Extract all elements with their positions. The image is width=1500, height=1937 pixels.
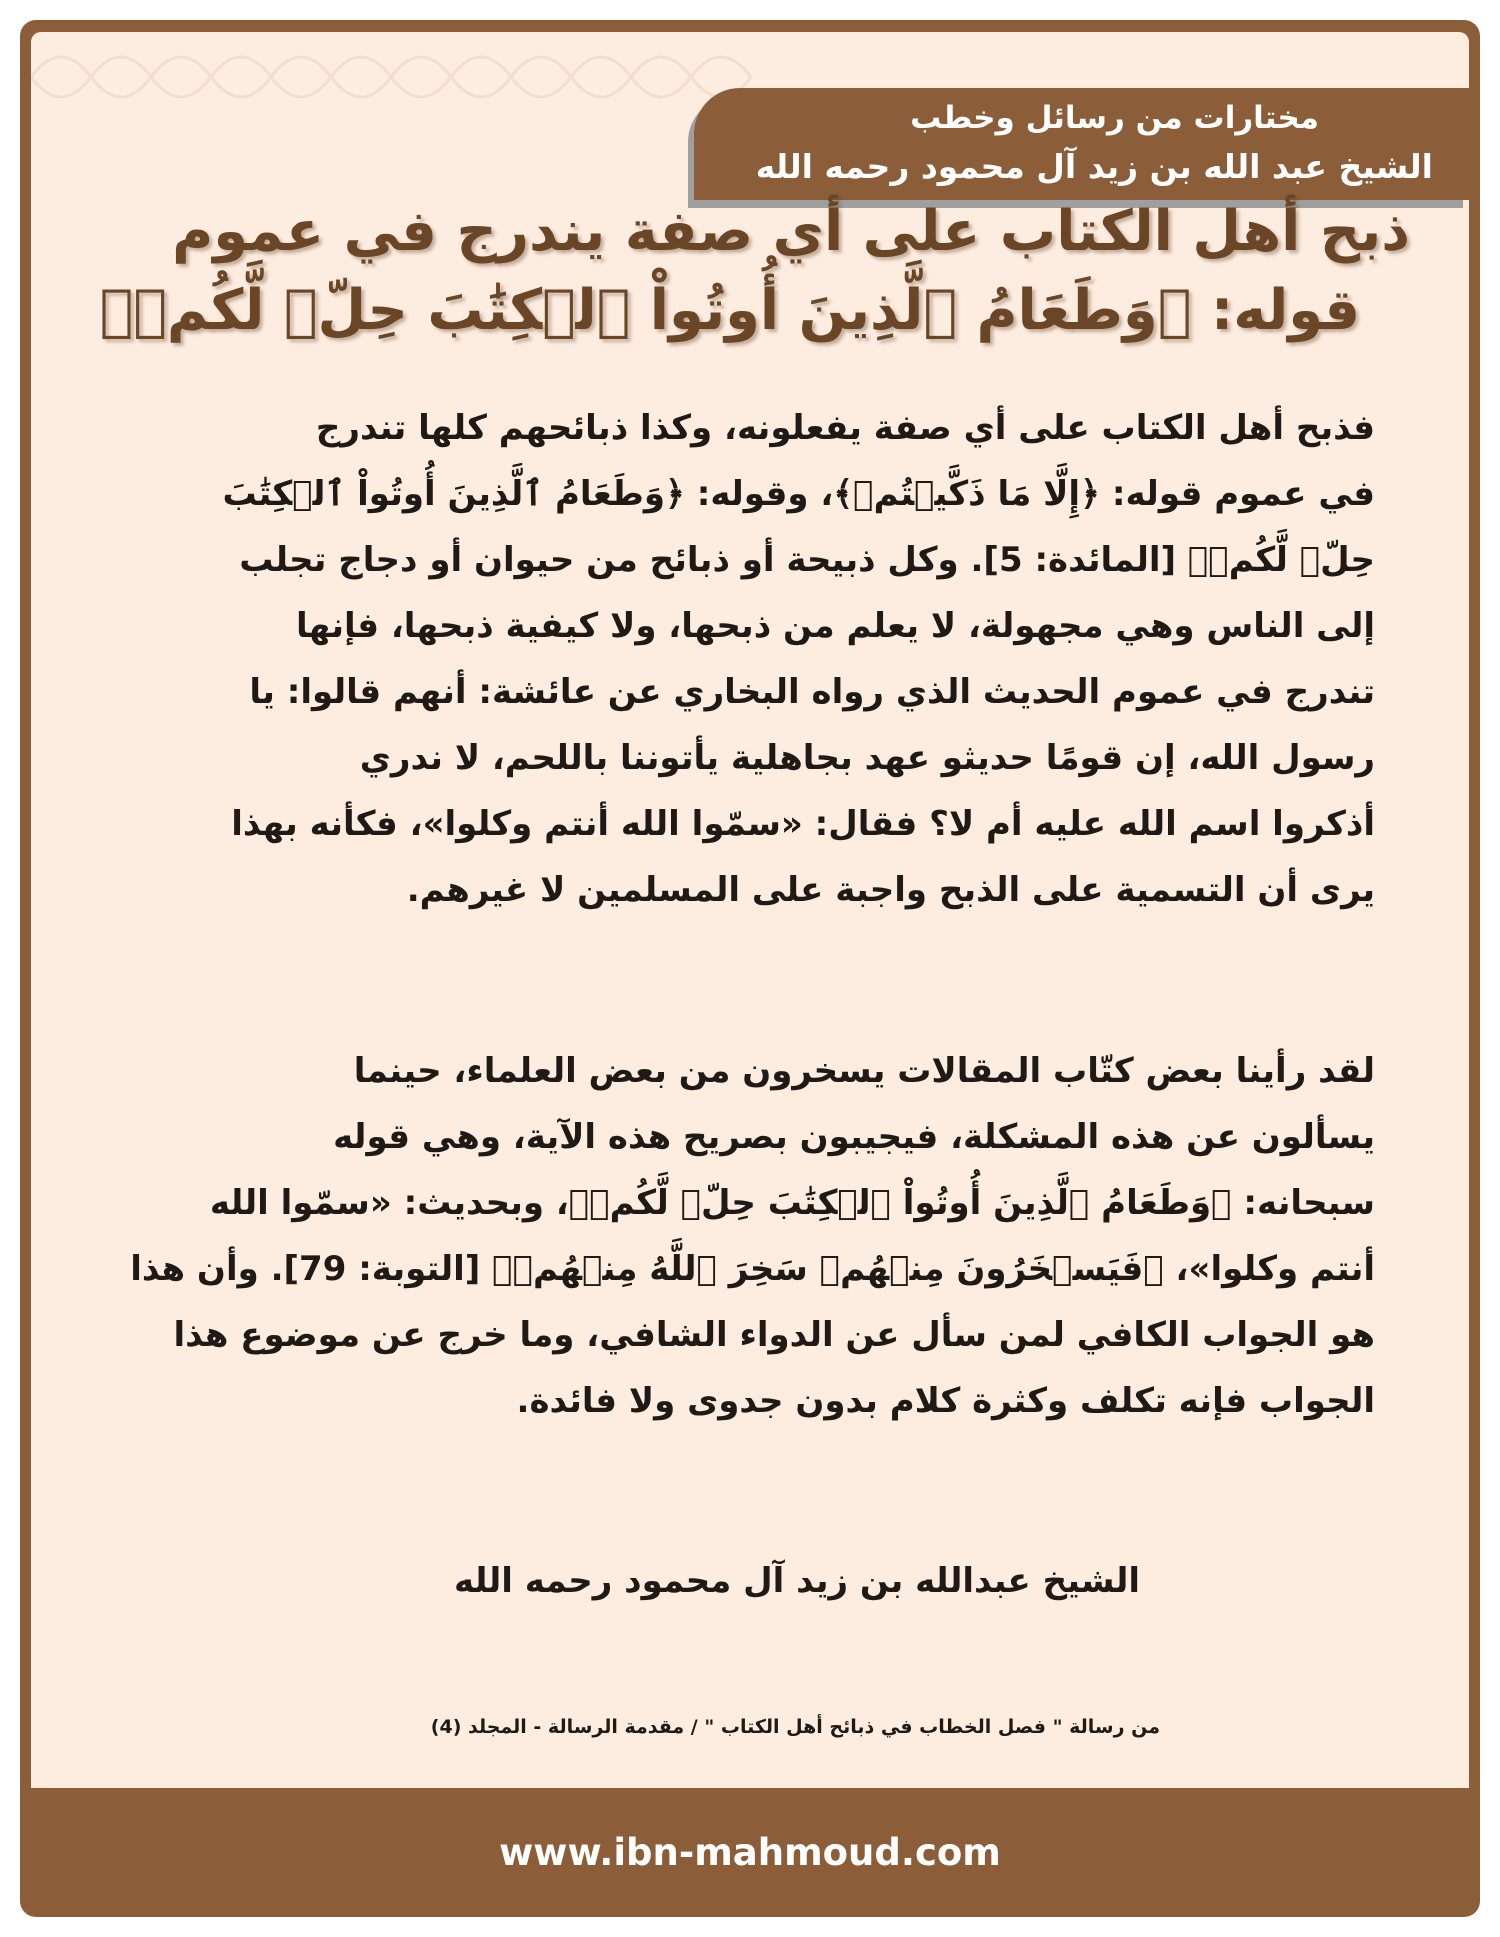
paragraph-line: الجواب فإنه تكلف وكثرة كلام بدون جدوى ولا فائدة. [516,1381,1375,1421]
paragraph-line: في عموم قوله: ﴿إِلَّا مَا ذَكَّيۡتُمۡ﴾، وقوله: ﴿وَطَعَامُ ٱلَّذِينَ أُوتُواْ ٱلۡكِتَٰبَ [222,474,1375,514]
paragraph-line: يرى أن التسمية على الذبح واجبة على المسلمين لا غيرهم. [406,870,1375,910]
paragraph-line: أذكروا اسم الله عليه أم لا؟ فقال: «سمّوا الله أنتم وكلوا»، فكأنه بهذا [231,804,1375,844]
article-title-line2: قوله: ﴿وَطَعَامُ ٱلَّذِينَ أُوتُواْ ٱلۡكِتَٰبَ حِلّٞ لَّكُمۡ﴾ [99,278,1360,343]
paragraph-1 [85,395,1375,923]
header-subtitle: مختارات من رسائل وخطب [910,100,1319,136]
paragraph-2 [85,1038,1375,1434]
paragraph-line: فذبح أهل الكتاب على أي صفة يفعلونه، وكذا ذبائحهم كلها تندرج [315,408,1375,448]
source-citation: من رسالة " فصل الخطاب في ذبائح أهل الكتاب " / مقدمة الرسالة - المجلد (4) [430,1716,1160,1738]
paragraph-line: رسول الله، إن قومًا حديثو عهد بجاهلية يأتوننا باللحم، لا ندري [359,738,1375,778]
article-title-line1: ذبح أهل الكتاب على أي صفة يندرج في عموم [172,199,1410,264]
paragraph-line: حِلّٞ لَّكُمۡ﴾ [المائدة: 5]. وكل ذبيحة أو ذبائح من حيوان أو دجاج تجلب [239,540,1375,580]
paragraph-line: تندرج في عموم الحديث الذي رواه البخاري عن عائشة: أنهم قالوا: يا [249,672,1375,712]
header-banner [694,88,1469,200]
signature: الشيخ عبدالله بن زيد آل محمود رحمه الله [454,1561,1140,1601]
paragraph-line: يسألون عن هذه المشكلة، فيجيبون بصريح هذه الآية، وهي قوله [333,1117,1375,1157]
paragraph-line: أنتم وكلوا»، ﴿فَيَسۡخَرُونَ مِنۡهُمۡ سَخِرَ ٱللَّهُ مِنۡهُمۡ﴾ [التوبة: 79]. وأن هذا [130,1249,1375,1289]
paragraph-line: سبحانه: ﴿وَطَعَامُ ٱلَّذِينَ أُوتُواْ ٱلۡكِتَٰبَ حِلّٞ لَّكُمۡ﴾، وبحديث: «سمّوا الله [209,1183,1375,1223]
header-author: الشيخ عبد الله بن زيد آل محمود رحمه الله [755,147,1433,186]
paragraph-line: إلى الناس وهي مجهولة، لا يعلم من ذبحها، ولا كيفية ذبحها، فإنها [296,606,1375,646]
paragraph-line: هو الجواب الكافي لمن سأل عن الدواء الشافي، وما خرج عن موضوع هذا [173,1315,1375,1355]
footer-url-link[interactable]: www.ibn-mahmoud.com [499,1831,1001,1874]
paragraph-line: لقد رأينا بعض كتّاب المقالات يسخرون من بعض العلماء، حينما [353,1051,1375,1091]
